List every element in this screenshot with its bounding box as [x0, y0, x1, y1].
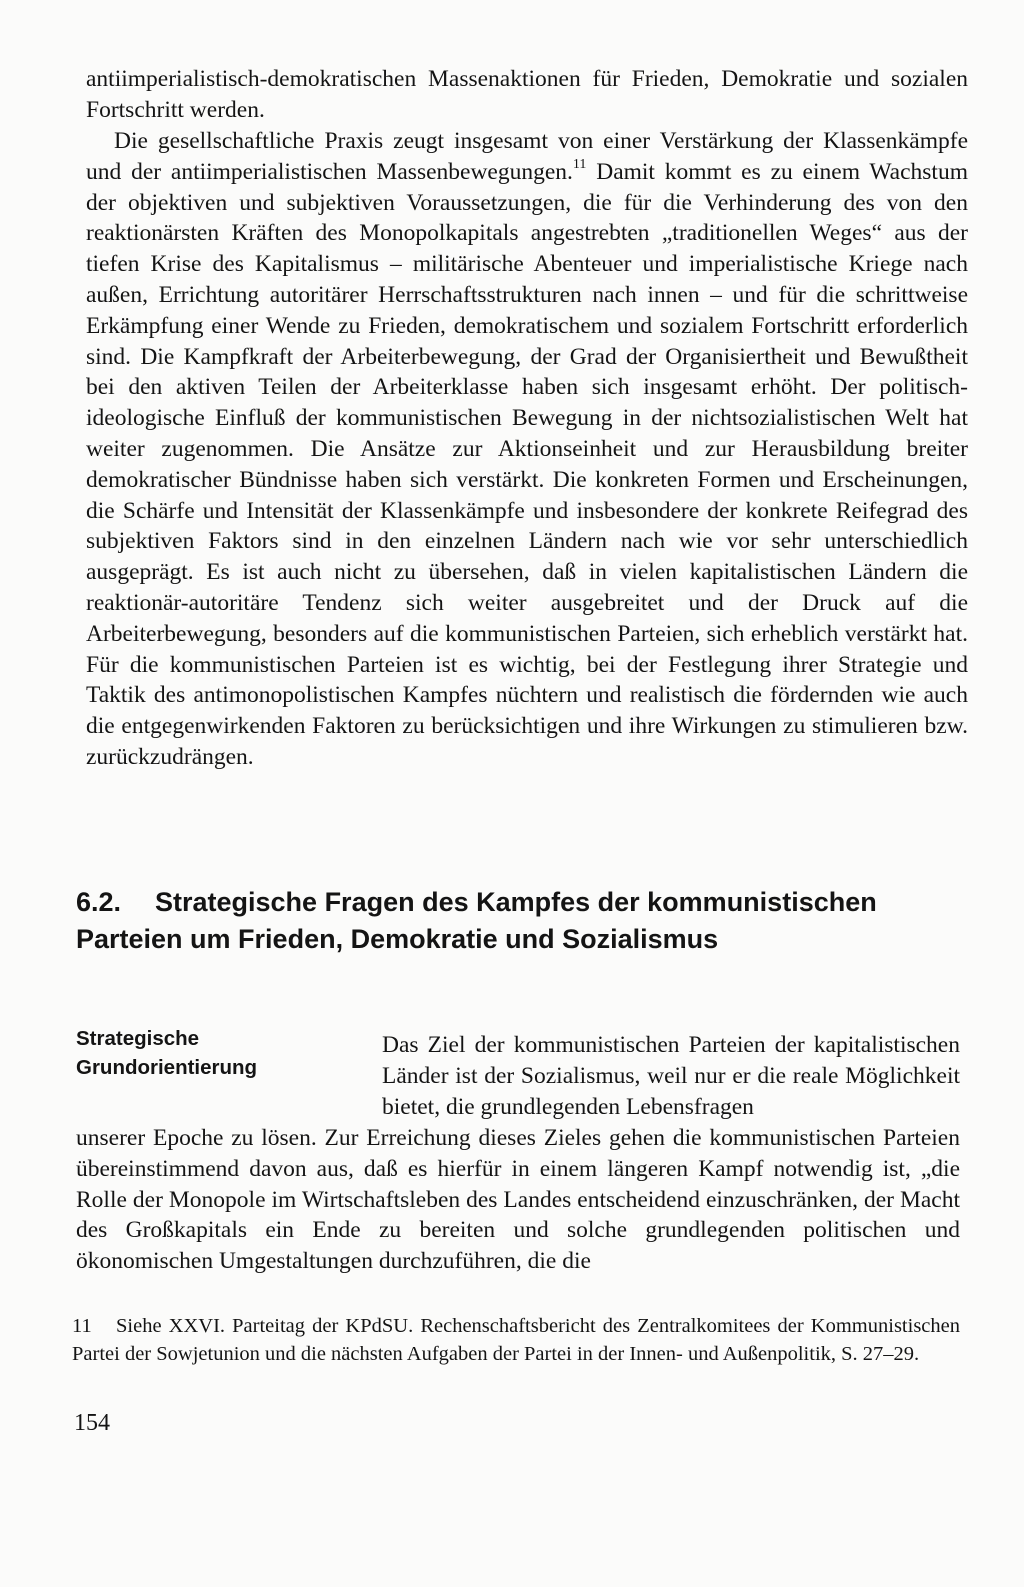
footnote-text: Siehe XXVI. Parteitag der KPdSU. Rechenschaftsbericht des Zentralkomitees der Kommunistischen Partei der Sowjetunion und die nächsten Aufgaben der Partei in der Innen- und Außenpolitik, S. 27–29. — [72, 1315, 960, 1365]
section-heading — [76, 884, 956, 958]
section-title: Strategische Fragen des Kampfes der kommunistischen Parteien um Frieden, Demokratie und Sozialismus — [76, 887, 877, 954]
continued-paragraph: antiimperialistisch-demokratischen Massenaktionen für Frieden, Demokratie und sozialen Fortschritt werden. — [86, 66, 968, 123]
margin-heading-line-1: Strategische — [76, 1027, 200, 1050]
main-paragraph-text-rest: Damit kommt es zu einem Wachstum der objektiven und subjektiven Voraussetzungen, die für die Verhinderung des von den reaktionärsten Kräften des Monopolkapitals angestrebten „traditionellen Weges“ aus der tiefen Krise des Kapitalismus – militärische Abenteuer und imperialistische Kriege nach außen, Errichtung autoritärer Herrschaftsstrukturen nach innen – und für die schrittweise Erkämpfung einer Wende zu Frieden, demokratischem und sozialem Fortschritt erforderlich sind. Die Kampfkraft der Arbeiterbewegung, der Grad der Organisiertheit und Bewußtheit bei den aktiven Teilen der Arbeiterklasse haben sich insgesamt erhöht. Der politisch-ideologische Einfluß der kommunistischen Bewegung in der nichtsozialistischen Welt hat weiter zugenommen. Die Ansätze zur Aktionseinheit und zur Herausbildung breiter demokratischer Bündnisse haben sich verstärkt. Die konkreten Formen und Erscheinungen, die Schärfe und Intensität der Klassenkämpfe und insbesondere der konkrete Reifegrad des subjektiven Faktors sind in den einzelnen Ländern nach wie vor sehr unterschiedlich ausgeprägt. Es ist auch nicht zu übersehen, daß in vielen kapitalistischen Ländern die reaktionär-autoritäre Tendenz sich weiter ausgebreitet und der Druck auf die Arbeiterbewegung, besonders auf die kommunistischen Parteien, sich erheblich verstärkt hat. Für die kommunistischen Parteien ist es wichtig, bei der Festlegung ihrer Strategie und Taktik des antimonopolistischen Kampfes nüchtern und realistisch die fördernden wie auch die entgegenwirkenden Faktoren zu berücksichtigen und ihre Wirkungen zu stimulieren bzw. zurückzudrängen. — [86, 158, 968, 770]
main-paragraph — [86, 126, 968, 773]
section-number: 6.2. — [76, 887, 122, 917]
margin-heading — [76, 1024, 336, 1082]
footnote-reference: 11 — [572, 156, 587, 172]
section-paragraph-continued: unserer Epoche zu lösen. Zur Erreichung dieses Zieles gehen die kommunistischen Parteien übereinstimmend davon aus, daß es hierfür in einem längeren Kampf notwendig ist, „die Rolle der Monopole im Wirtschaftsleben des Landes entscheidend einzuschränken, der Macht des Großkapitals ein Ende zu bereiten und solche grundlegenden politischen und ökonomischen Umgestaltungen durchzuführen, die die — [76, 1125, 960, 1275]
section-paragraph-start: Das Ziel der kommunistischen Parteien der kapitalistischen Länder ist der Sozialismus, weil nur er die reale Möglichkeit bietet, die grundlegenden Lebensfragen — [382, 1032, 960, 1120]
footnote — [72, 1312, 960, 1368]
main-paragraph-text-start: Die gesellschaftliche Praxis zeugt insgesamt von einer Verstärkung der Klassenkämpfe und der antiimperialistischen Massenbewegungen. — [86, 128, 968, 185]
footnote-number: 11 — [72, 1315, 92, 1337]
margin-heading-line-2: Grundorientierung — [76, 1056, 258, 1079]
page-number: 154 — [74, 1410, 110, 1436]
